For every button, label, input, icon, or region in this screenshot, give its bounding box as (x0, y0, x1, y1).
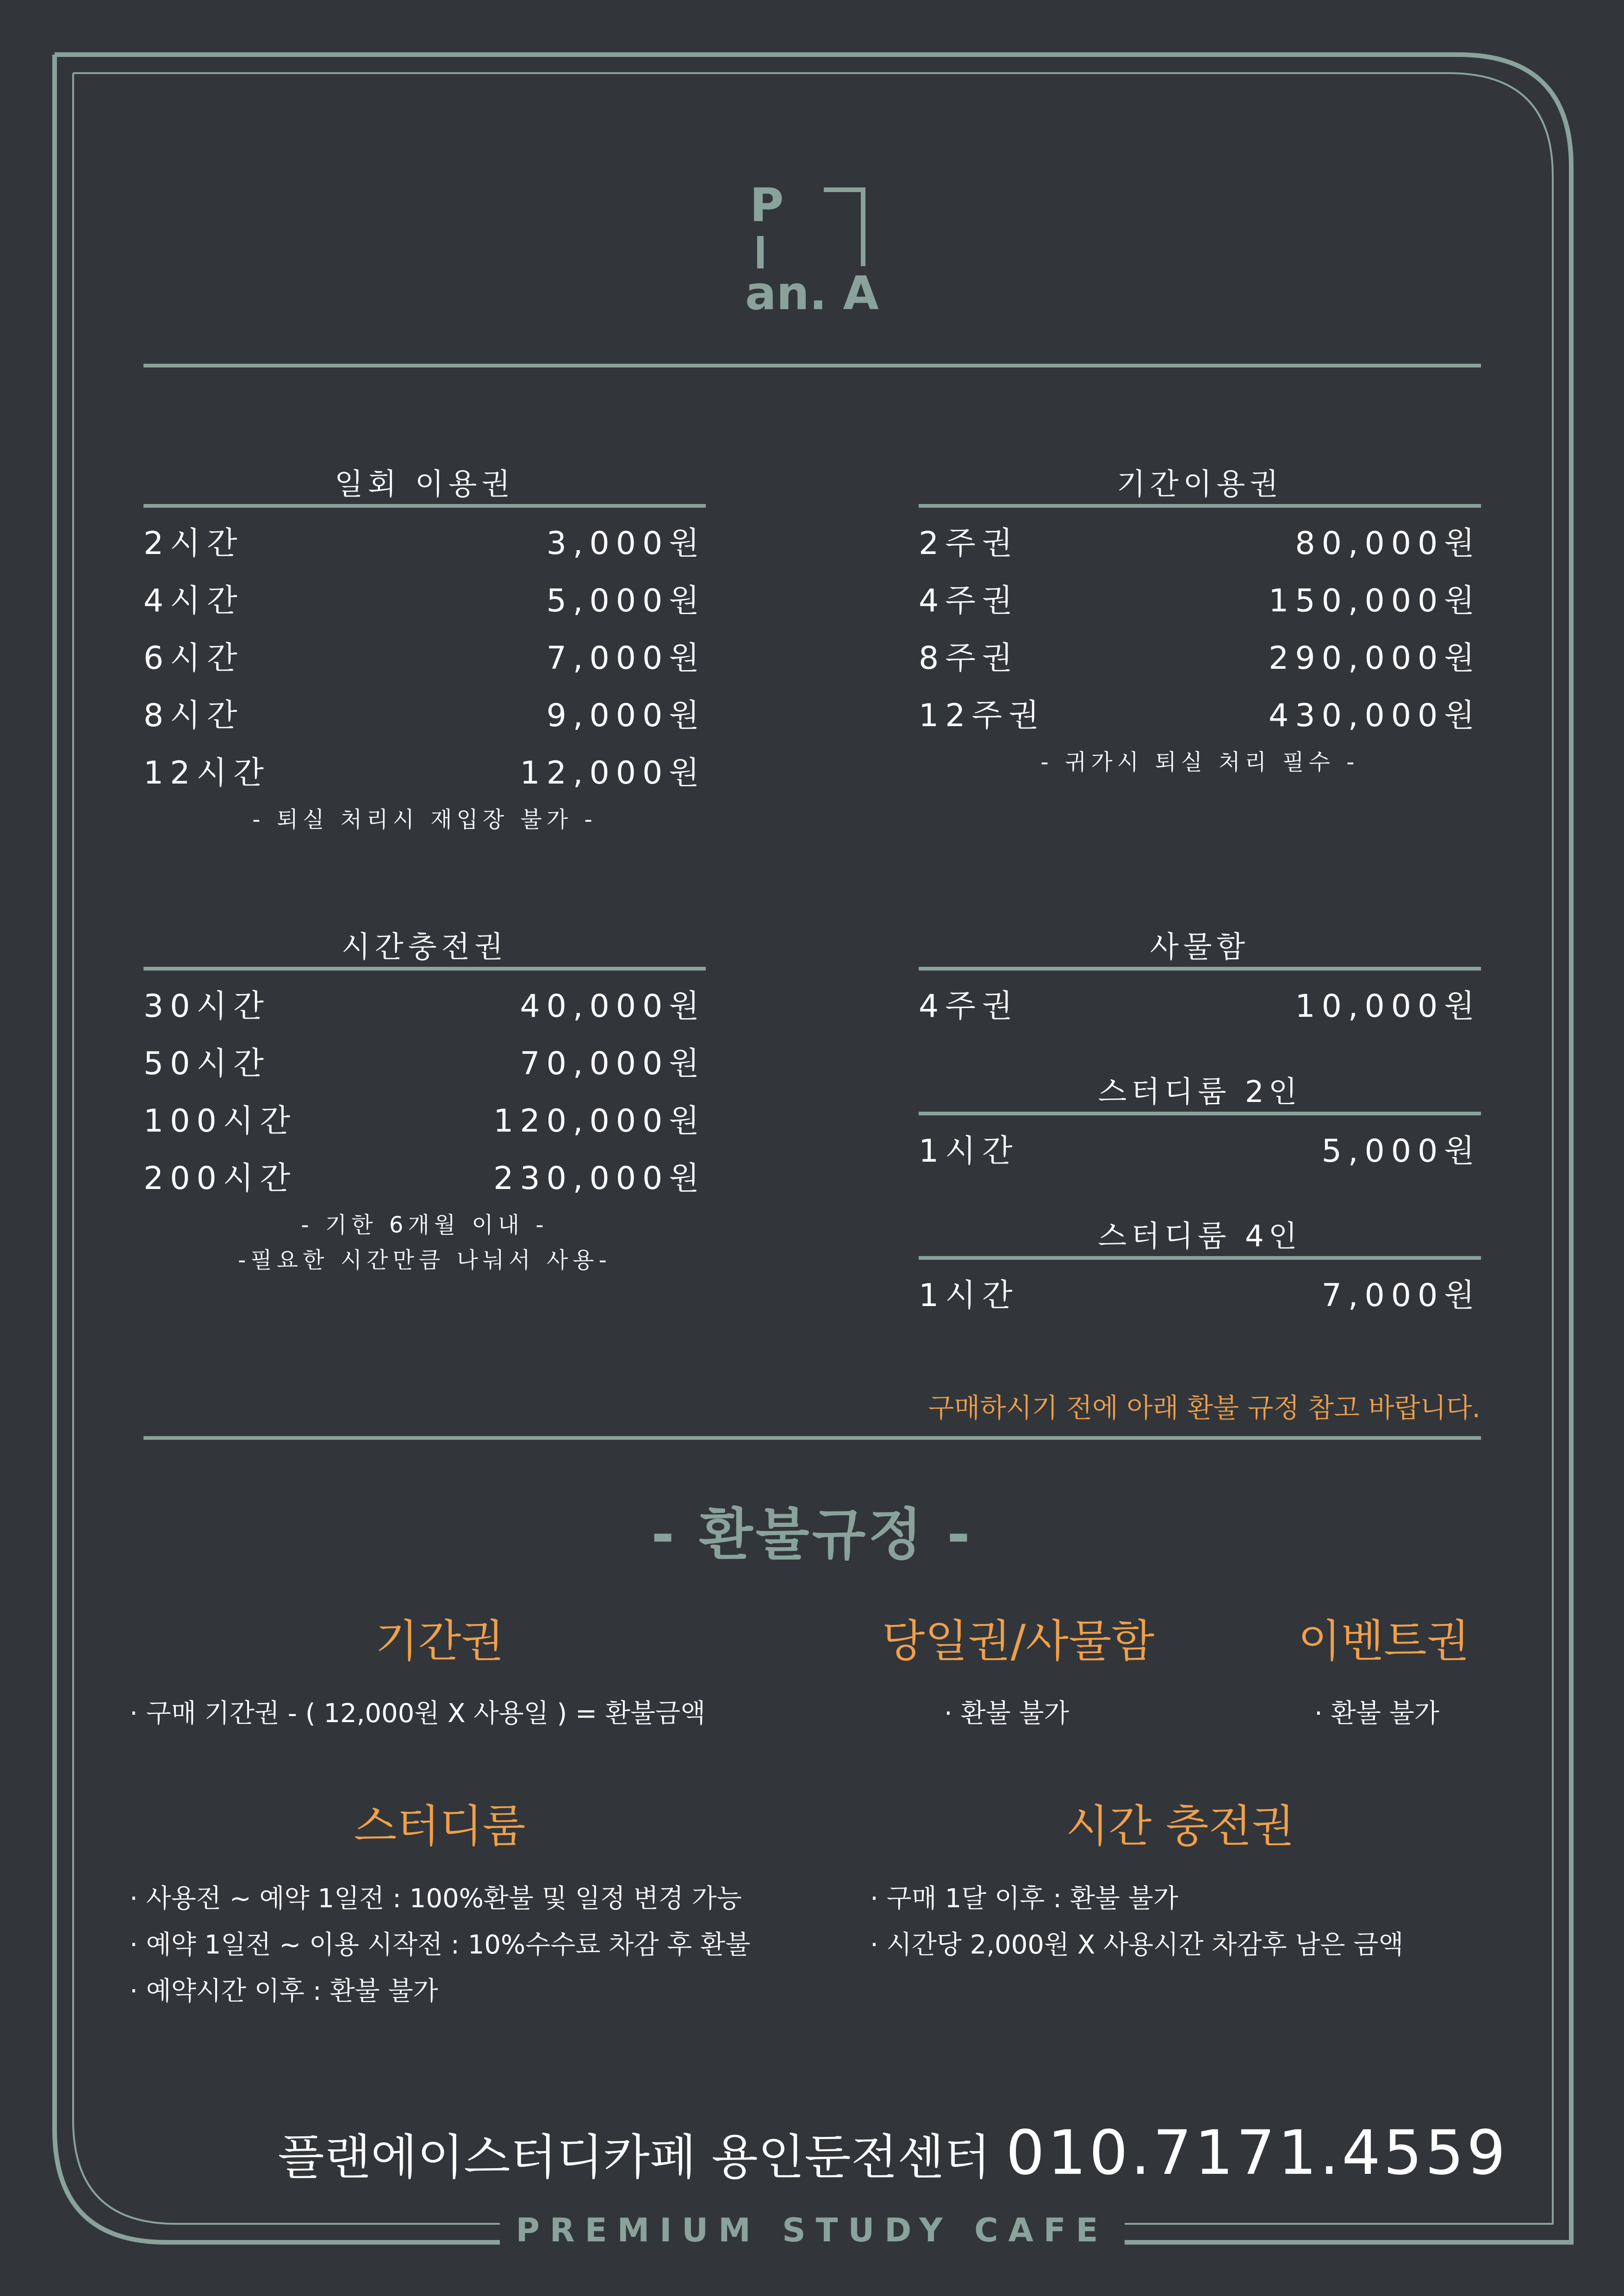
section-note: - 퇴실 처리시 재입장 불가 - (252, 807, 597, 833)
row-price: 120,000원 (493, 1103, 706, 1139)
price-row (919, 1123, 1481, 1180)
row-price: 10,000원 (1295, 988, 1481, 1025)
refund-time-charge-heading: 시간 충전권 (1065, 1800, 1295, 1852)
price-row (919, 978, 1481, 1035)
study-room-2-section (919, 1073, 1481, 1180)
refund-study-room-item: · 예약 1일전 ~ 이용 시작전 : 10%수수료 차감 후 환불 (130, 1930, 751, 1960)
section-title: 시간충전권 (341, 930, 508, 964)
footer-store (278, 2117, 1508, 2189)
section-rule (143, 504, 706, 508)
refund-study-room-item: · 예약시간 이후 : 환불 불가 (130, 1976, 438, 2006)
row-price: 3,000원 (546, 525, 706, 562)
logo-text: an. A (745, 266, 879, 320)
period-pass-section (919, 465, 1481, 780)
price-row (919, 1267, 1481, 1325)
row-price: 12,000원 (520, 755, 706, 791)
row-price: 80,000원 (1295, 525, 1481, 562)
row-label: 100시간 (143, 1103, 297, 1139)
row-price: 290,000원 (1269, 640, 1481, 677)
row-price: 70,000원 (520, 1045, 706, 1082)
locker-section (919, 928, 1481, 1035)
row-label: 4시간 (143, 583, 244, 619)
section-note: - 기한 6개월 이내 - (301, 1212, 548, 1238)
row-price: 430,000원 (1269, 697, 1481, 734)
row-label: 4주권 (919, 988, 1019, 1025)
section-title: 스터디룸 4인 (1098, 1220, 1302, 1254)
refund-divider (143, 1436, 1481, 1440)
store-name: 플랜에이스터디카페 용인둔전센터 (278, 2129, 991, 2185)
row-price: 150,000원 (1269, 583, 1481, 619)
refund-period-heading: 기간권 (375, 1615, 504, 1667)
logo-bar (757, 236, 764, 268)
section-title: 일회 이용권 (334, 467, 515, 502)
study-room-4-section (919, 1217, 1481, 1325)
refund-study-room-heading: 스터디룸 (354, 1800, 526, 1852)
refund-time-charge-item: · 구매 1달 이후 : 환불 불가 (870, 1884, 1178, 1914)
refund-notice: 구매하시기 전에 아래 환불 규정 참고 바랍니다. (928, 1392, 1481, 1424)
refund-day-locker-heading: 당일권/사물함 (882, 1615, 1155, 1667)
row-label: 1시간 (919, 1133, 1019, 1170)
row-label: 30시간 (143, 988, 270, 1025)
time-charge-section (143, 928, 706, 1278)
row-label: 6시간 (143, 640, 244, 677)
section-note: - 귀가시 퇴실 처리 필수 - (1040, 749, 1359, 775)
price-row (919, 630, 1481, 687)
price-row (143, 1093, 706, 1150)
row-label: 2시간 (143, 525, 244, 562)
daily-pass-section (143, 465, 706, 837)
section-title: 사물함 (1150, 930, 1250, 964)
top-divider (143, 364, 1481, 367)
section-rule (919, 1256, 1481, 1260)
price-row (143, 572, 706, 630)
price-row (143, 687, 706, 745)
row-label: 4주권 (919, 583, 1019, 619)
row-label: 200시간 (143, 1160, 297, 1197)
section-rule (919, 967, 1481, 971)
section-note: -필요한 시간만큼 나눠서 사용- (238, 1247, 611, 1273)
row-price: 230,000원 (493, 1160, 706, 1197)
logo-corner (824, 187, 865, 266)
row-label: 2주권 (919, 525, 1019, 562)
price-row (143, 630, 706, 687)
row-label: 50시간 (143, 1045, 270, 1082)
price-row (143, 515, 706, 572)
store-phone: 010.7171.4559 (1006, 2117, 1508, 2189)
row-label: 12주권 (919, 697, 1045, 734)
brand-logo (740, 178, 879, 322)
price-row (143, 745, 706, 802)
refund-title: - 환불규정 - (651, 1503, 973, 1567)
row-price: 40,000원 (520, 988, 706, 1025)
price-row (919, 687, 1481, 745)
price-row (143, 1150, 706, 1207)
refund-study-room-item: · 사용전 ~ 예약 1일전 : 100%환불 및 일정 변경 가능 (130, 1884, 742, 1914)
price-row (919, 515, 1481, 572)
row-label: 8주권 (919, 640, 1019, 677)
section-title: 기간이용권 (1116, 467, 1283, 502)
price-row (143, 1035, 706, 1093)
footer-tagline: PREMIUM STUDY CAFE (516, 2211, 1108, 2249)
price-row (919, 572, 1481, 630)
section-rule (919, 1112, 1481, 1115)
refund-period-item: · 구매 기간권 - ( 12,000원 X 사용일 ) = 환불금액 (130, 1699, 706, 1729)
row-label: 8시간 (143, 697, 244, 734)
row-price: 5,000원 (1321, 1133, 1481, 1170)
row-price: 7,000원 (1321, 1277, 1481, 1314)
row-price: 7,000원 (546, 640, 706, 677)
logo-letter-p: P (750, 178, 784, 232)
refund-event-item: · 환불 불가 (1314, 1699, 1439, 1729)
section-rule (919, 504, 1481, 508)
row-price: 9,000원 (546, 697, 706, 734)
row-price: 5,000원 (546, 583, 706, 619)
refund-time-charge-item: · 시간당 2,000원 X 사용시간 차감후 남은 금액 (870, 1930, 1404, 1960)
row-label: 12시간 (143, 755, 270, 791)
section-rule (143, 967, 706, 971)
price-row (143, 978, 706, 1035)
refund-day-locker-item: · 환불 불가 (944, 1699, 1069, 1729)
section-title: 스터디룸 2인 (1098, 1075, 1302, 1109)
row-label: 1시간 (919, 1277, 1019, 1314)
refund-event-heading: 이벤트권 (1298, 1615, 1470, 1667)
